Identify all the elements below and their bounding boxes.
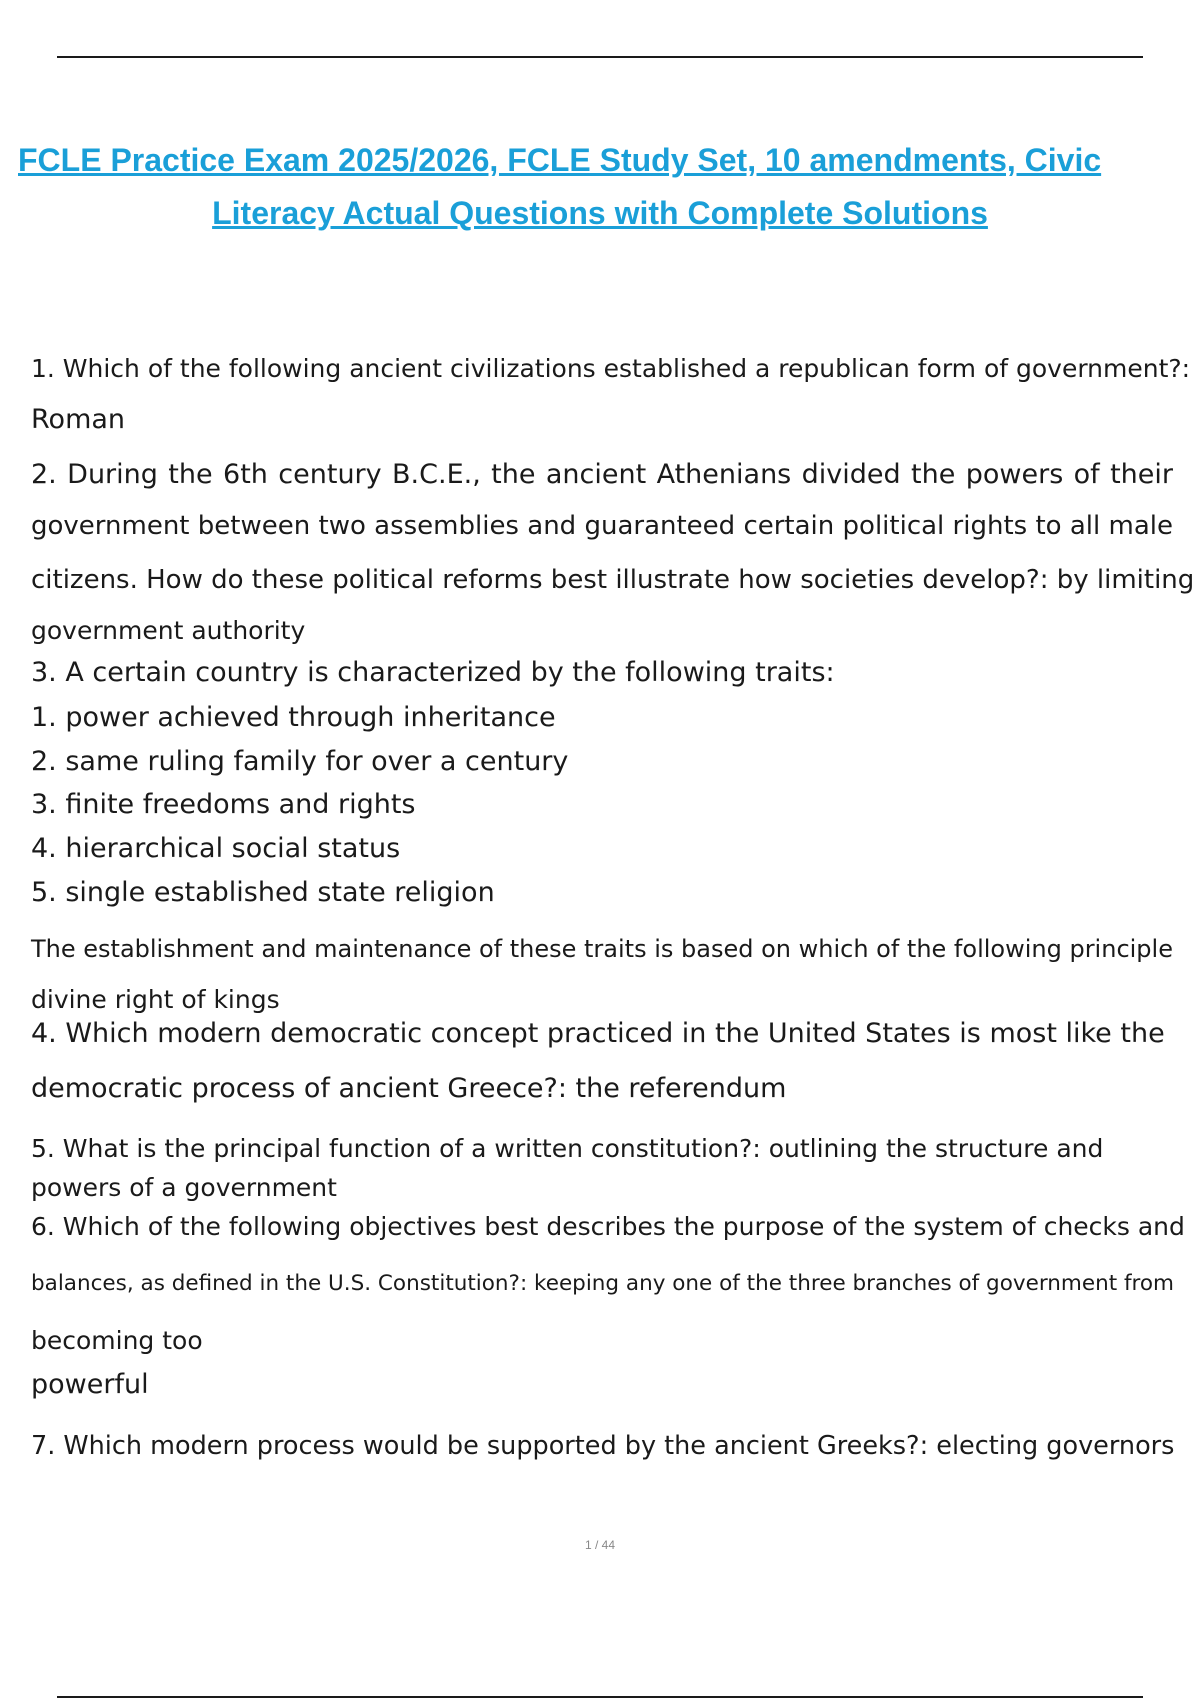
bottom-rule — [57, 1696, 1143, 1698]
question-3-answer: divine right of kings — [31, 985, 280, 1014]
trait-item-1: 1. power achieved through inheritance — [31, 702, 556, 733]
page-number: 1 / 44 — [584, 1538, 616, 1552]
question-2-line-3: citizens. How do these political reforms best illustrate how societies develop?: by limiting — [31, 565, 1195, 595]
question-5-answer: powers of a government — [31, 1173, 337, 1202]
question-2-line-2: government between two assemblies and guaranteed certain political rights to all male — [31, 511, 1173, 541]
question-4-line-1: 4. Which modern democratic concept practiced in the United States is most like the — [31, 1018, 1165, 1049]
question-7-text: 7. Which modern process would be supported by the ancient Greeks?: electing governors — [31, 1431, 1175, 1461]
question-5-line-1: 5. What is the principal function of a written constitution?: outlining the structure and — [31, 1134, 1104, 1163]
document-title-line-2: Literacy Actual Questions with Complete Solutions — [212, 195, 988, 231]
question-4-line-2: democratic process of ancient Greece?: the referendum — [31, 1073, 787, 1104]
question-6-line-3: becoming too — [31, 1326, 203, 1355]
trait-item-5: 5. single established state religion — [31, 877, 495, 908]
question-2-line-1: 2. During the 6th century B.C.E., the ancient Athenians divided the powers of their — [31, 459, 1173, 490]
question-1-text: 1. Which of the following ancient civilizations established a republican form of government?: — [31, 354, 1191, 383]
document-title-line-1: FCLE Practice Exam 2025/2026, FCLE Study Set, 10 amendments, Civic — [18, 142, 1102, 178]
question-3-text: 3. A certain country is characterized by the following traits: — [31, 657, 835, 688]
question-6-line-2: balances, as defined in the U.S. Constitution?: keeping any one of the three branches of government from — [31, 1271, 1174, 1296]
question-3-prompt: The establishment and maintenance of these traits is based on which of the following principle — [31, 935, 1173, 963]
trait-item-3: 3. finite freedoms and rights — [31, 789, 416, 820]
question-2-answer: government authority — [31, 616, 306, 645]
top-rule — [57, 56, 1143, 58]
question-6-line-1: 6. Which of the following objectives best describes the purpose of the system of checks and — [31, 1212, 1185, 1241]
question-1-answer: Roman — [31, 404, 126, 435]
trait-item-2: 2. same ruling family for over a century — [31, 746, 569, 777]
question-6-line-4: powerful — [31, 1369, 149, 1400]
trait-item-4: 4. hierarchical social status — [31, 833, 401, 864]
